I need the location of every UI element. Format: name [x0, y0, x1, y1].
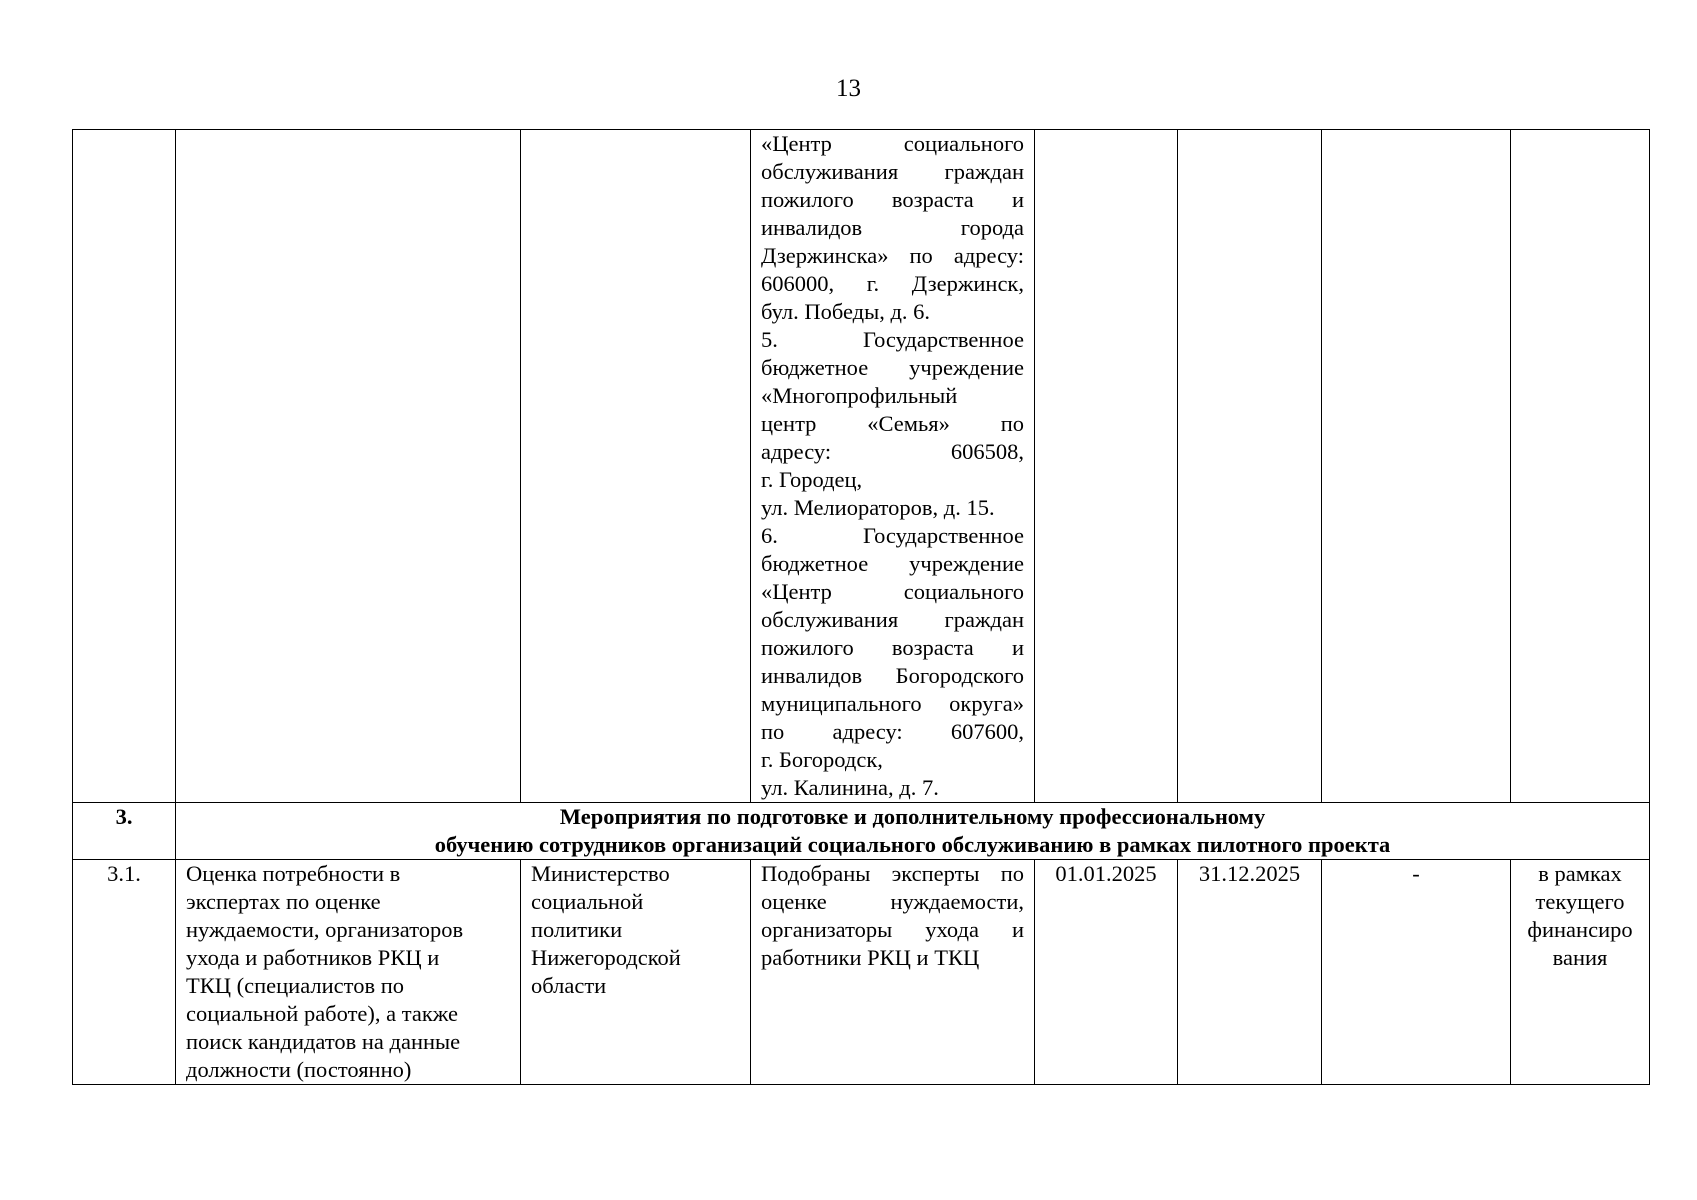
responsible-text-line: Министерство [531, 861, 670, 886]
result-text-line: Дзержинска» по адресу: [761, 243, 1024, 268]
cell-result [751, 130, 1035, 803]
description-text-line: ухода и работников РКЦ и [186, 945, 440, 970]
plan-table [72, 129, 1650, 1085]
result-text-line: 606000, г. Дзержинск, [761, 271, 1024, 296]
item-number: 3.1. [73, 860, 176, 1085]
result-text-line: инвалидов Богородского [761, 663, 1024, 688]
description-text-line: ТКЦ (специалистов по [186, 973, 404, 998]
financing-text-line: вания [1552, 945, 1608, 970]
item-result [751, 860, 1035, 1085]
item-indicator: - [1322, 860, 1511, 1085]
result-text-line: организаторы ухода и [761, 917, 1024, 942]
result-text-line: обслуживания граждан [761, 159, 1024, 184]
result-text-line: 5. Государственное [761, 327, 1024, 352]
result-text-line: бул. Победы, д. 6. [761, 299, 931, 324]
section-number: 3. [73, 803, 176, 860]
result-text-line: 6. Государственное [761, 523, 1024, 548]
result-text-line: бюджетное учреждение [761, 551, 1024, 576]
financing-text-line: финансиро [1527, 917, 1633, 942]
cell-number [73, 130, 176, 803]
section-row [73, 803, 1650, 860]
description-text-line: нуждаемости, организаторов [186, 917, 464, 942]
result-text-line: оценке нуждаемости, [761, 889, 1024, 914]
result-text-line: обслуживания граждан [761, 607, 1024, 632]
cell-financing [1511, 130, 1650, 803]
result-text-line: центр «Семья» по [761, 411, 1024, 436]
continuation-row [73, 130, 1650, 803]
cell-indicator [1322, 130, 1511, 803]
item-description [176, 860, 521, 1085]
section-title-line: обучению сотрудников организаций социального обслуживанию в рамках пилотного проекта [434, 832, 1391, 857]
item-responsible [521, 860, 751, 1085]
responsible-text-line: области [531, 973, 607, 998]
item-end-date: 31.12.2025 [1178, 860, 1322, 1085]
section-title-line: Мероприятия по подготовке и дополнительному профессиональному [559, 804, 1266, 829]
result-text-line: пожилого возраста и [761, 187, 1024, 212]
result-text-line: муниципального округа» [761, 691, 1024, 716]
description-text-line: должности (постоянно) [186, 1057, 412, 1082]
result-text-line: «Центр социального [761, 131, 1024, 156]
cell-description [176, 130, 521, 803]
result-text-line: бюджетное учреждение [761, 355, 1024, 380]
result-text-line: г. Городец, [761, 467, 863, 492]
page-number: 13 [836, 75, 861, 102]
description-text-line: экспертах по оценке [186, 889, 381, 914]
result-text-line: инвалидов города [761, 215, 1024, 240]
result-text-line: г. Богородск, [761, 747, 883, 772]
result-text-line: пожилого возраста и [761, 635, 1024, 660]
cell-start-date [1035, 130, 1178, 803]
description-text-line: Оценка потребности в [186, 861, 401, 886]
result-text-line: Подобраны эксперты по [761, 861, 1024, 886]
result-text-line: «Центр социального [761, 579, 1024, 604]
cell-end-date [1178, 130, 1322, 803]
table-row [73, 860, 1650, 1085]
result-text-line: ул. Мелиораторов, д. 15. [761, 495, 995, 520]
description-text-line: социальной работе), а также [186, 1001, 459, 1026]
result-text-line: по адресу: 607600, [761, 719, 1024, 744]
result-text-line: ул. Калинина, д. 7. [761, 775, 939, 800]
cell-responsible [521, 130, 751, 803]
financing-text-line: текущего [1535, 889, 1625, 914]
result-text-line: адресу: 606508, [761, 439, 1024, 464]
description-text-line: поиск кандидатов на данные [186, 1029, 461, 1054]
item-financing [1511, 860, 1650, 1085]
responsible-text-line: политики [531, 917, 623, 942]
item-start-date: 01.01.2025 [1035, 860, 1178, 1085]
result-text-line: «Многопрофильный [761, 383, 958, 408]
result-text-line: работники РКЦ и ТКЦ [761, 945, 980, 970]
responsible-text-line: Нижегородской [531, 945, 681, 970]
section-title [176, 803, 1650, 860]
responsible-text-line: социальной [531, 889, 644, 914]
financing-text-line: в рамках [1538, 861, 1622, 886]
